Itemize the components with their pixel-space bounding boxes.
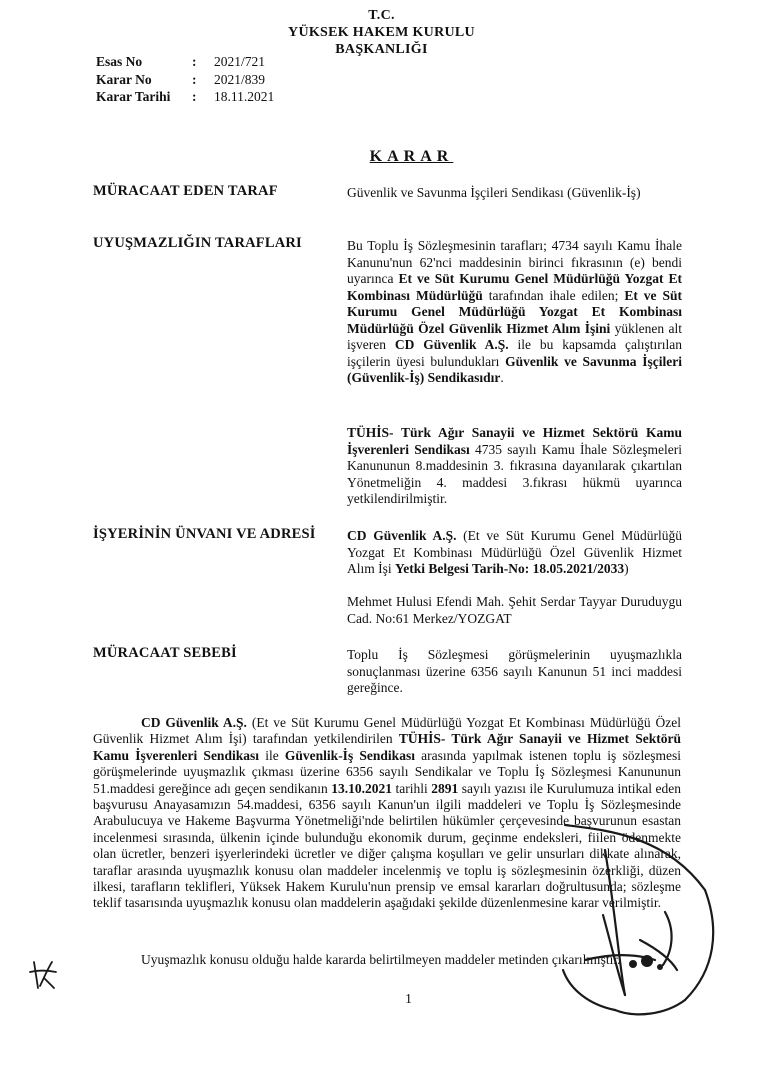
text-segment: (Et ve Süt Kurumu Genel Müdürlüğü Yozgat Et Kombinası Müdürlüğü Özel Güvenlik Hizmet Alım İşi — [347, 528, 682, 576]
text-segment: ile bu kapsamda çalıştırılan işçilerin üyesi bulundukları — [347, 337, 683, 369]
applicant-value: Güvenlik ve Savunma İşçileri Sendikası (Güvenlik-İş) — [347, 185, 641, 200]
text-segment: ile — [258, 747, 285, 763]
text-segment: (Et ve Süt Kurumu Genel Müdürlüğü Yozgat Et Kombinası Müdürlüğü Özel Güvenlik Hizmet Alım İşi) tarafından yetkilendirilen — [93, 715, 681, 747]
decision-title: KARAR — [369, 148, 454, 165]
bold-text-segment: Et ve Süt Kurumu Genel Müdürlüğü Yozgat Et Kombinası Müdürlüğü — [347, 271, 682, 303]
parties-paragraph-2 — [347, 425, 682, 508]
parties-paragraph-1 — [347, 238, 682, 387]
bold-text-segment: 13.10.2021 — [331, 780, 393, 796]
bold-text-segment: TÜHİS- Türk Ağır Sanayii ve Hizmet Sektörü Kamu İşverenleri Sendikası — [347, 425, 682, 457]
workplace-paragraph-1 — [347, 528, 682, 578]
bold-text-segment: Güvenlik-İş Sendikası — [284, 747, 415, 763]
text-segment: . — [500, 370, 504, 385]
text-segment: arasında yapılmak istenen toplu iş sözleşmesi görüşmelerinde uyuşmazlık çıkması üzerine 6356 sayılı Sendikalar ve Toplu İş Sözleşmesi Kanununun 51.maddesi gereğince adı geçen sendikanın — [93, 747, 681, 796]
meta-sep: : — [192, 71, 197, 87]
parties-label: UYUŞMAZLIĞIN TARAFLARI — [93, 235, 302, 251]
reason-value: Toplu İş Sözleşmesi görüşmelerinin uyuşmazlıkla sonuçlanması üzerine 6356 sayılı Kanunun 51 inci maddesi gereğince. — [347, 647, 682, 695]
meta-row-esas — [96, 53, 274, 71]
signature-seal-icon — [545, 820, 725, 1020]
case-meta — [96, 53, 274, 106]
bold-text-segment: Et ve Süt Kurumu Genel Müdürlüğü Yozgat Et Kombinası Müdürlüğü Özel Güvenlik Hizmet Alım İşini — [347, 287, 682, 336]
bold-text-segment: Güvenlik ve Savunma İşçileri (Güvenlik-İş) Sendikasıdır — [347, 353, 682, 385]
reason-label: MÜRACAAT SEBEBİ — [93, 645, 237, 661]
text-segment: tarihli — [392, 780, 432, 796]
header-tc: T.C. — [368, 8, 395, 23]
meta-row-karar — [96, 71, 274, 89]
header-presidency: BAŞKANLIĞI — [335, 42, 428, 57]
margin-initials-icon — [28, 958, 60, 992]
bold-text-segment: Yetki Belgesi Tarih-No: 18.05.2021/2033 — [395, 561, 625, 576]
meta-sep: : — [192, 89, 197, 104]
text-segment: tarafından ihale edilen; — [482, 287, 625, 303]
meta-value: 2021/839 — [214, 71, 266, 87]
header-institution: YÜKSEK HAKEM KURULU — [288, 25, 475, 40]
bold-text-segment: CD Güvenlik A.Ş. — [347, 528, 457, 543]
bold-text-segment: CD Güvenlik A.Ş. — [394, 337, 509, 352]
text-segment: sayılı yazısı ile Kurulumuza intikal eden başvurusu Anayasamızın 54.maddesi, 6356 sayılı Kanun'un ilgili maddeleri ve Toplu İş Sözleşmesinde Arabulucuya ve Hakeme Başvurma Yönetmeliği'nde belirtilen hükümler çerçevesinde başvurunun esastan incelenmesi sırasında, ülkenin içinde bulunduğu ekonomik durum, geçinme endeksleri, fiilen ödenmekte olan ücretler, benzeri işyerlerindeki ücretler ve diğer çalışma koşulları ve gelir unsurları dikkate alınarak, taraflar arasında uyuşmazlık konusu olan maddeler incelenmiş ve toplu iş sözleşmesinin özerkliği, düzen ilkesi, tarafların teklifleri, Yüksek Hakem Kurulu'nun prensip ve emsal kararları doğrultusunda; sözleşme teklif tasarısında uyuşmazlık konusu olan maddelerin aşağıdaki şekilde düzenlenmesine karar verilmiştir. — [93, 780, 681, 911]
applicant-label: MÜRACAAT EDEN TARAF — [93, 183, 278, 199]
workplace-label: İŞYERİNİN ÜNVANI VE ADRESİ — [93, 526, 316, 542]
meta-value: 18.11.2021 — [214, 89, 275, 104]
meta-row-tarih — [96, 88, 274, 106]
meta-value: 2021/721 — [214, 54, 266, 69]
meta-key: Karar No — [96, 71, 152, 87]
workplace-address: Mehmet Hulusi Efendi Mah. Şehit Serdar Tayyar Duruduygu Cad. No:61 Merkez/YOZGAT — [347, 594, 682, 626]
decision-closing-paragraph: Uyuşmazlık konusu olduğu halde kararda belirtilmeyen maddeler metinden çıkarılmıştır. — [141, 952, 621, 967]
meta-key: Karar Tarihi — [96, 89, 171, 104]
bold-text-segment: CD Güvenlik A.Ş. — [141, 715, 247, 730]
text-segment: ) — [624, 561, 629, 576]
meta-sep: : — [192, 54, 197, 69]
bold-text-segment: TÜHİS- Türk Ağır Sanayii ve Hizmet Sektörü Kamu İşverenleri Sendikası — [93, 731, 681, 763]
meta-key: Esas No — [96, 54, 143, 69]
bold-text-segment: 2891 — [431, 780, 459, 796]
text-segment: 4735 sayılı Kamu İhale Sözleşmeleri Kanununun 8.maddesinin 3. fıkrasına dayanılarak çıkartılan Yönetmeliğin 4. maddesi 3.fıkrası hükmü uyarınca yetkilendirilmiştir. — [347, 441, 683, 506]
page-number: 1 — [405, 992, 412, 1007]
text-segment: yüklenen alt işveren — [347, 320, 683, 352]
text-segment: Bu Toplu İş Sözleşmesinin tarafları; 4734 sayılı Kamu İhale Kanunu'nun 62'nci maddesinin birinci fıkrasının (e) bendi uyarınca — [347, 238, 682, 286]
